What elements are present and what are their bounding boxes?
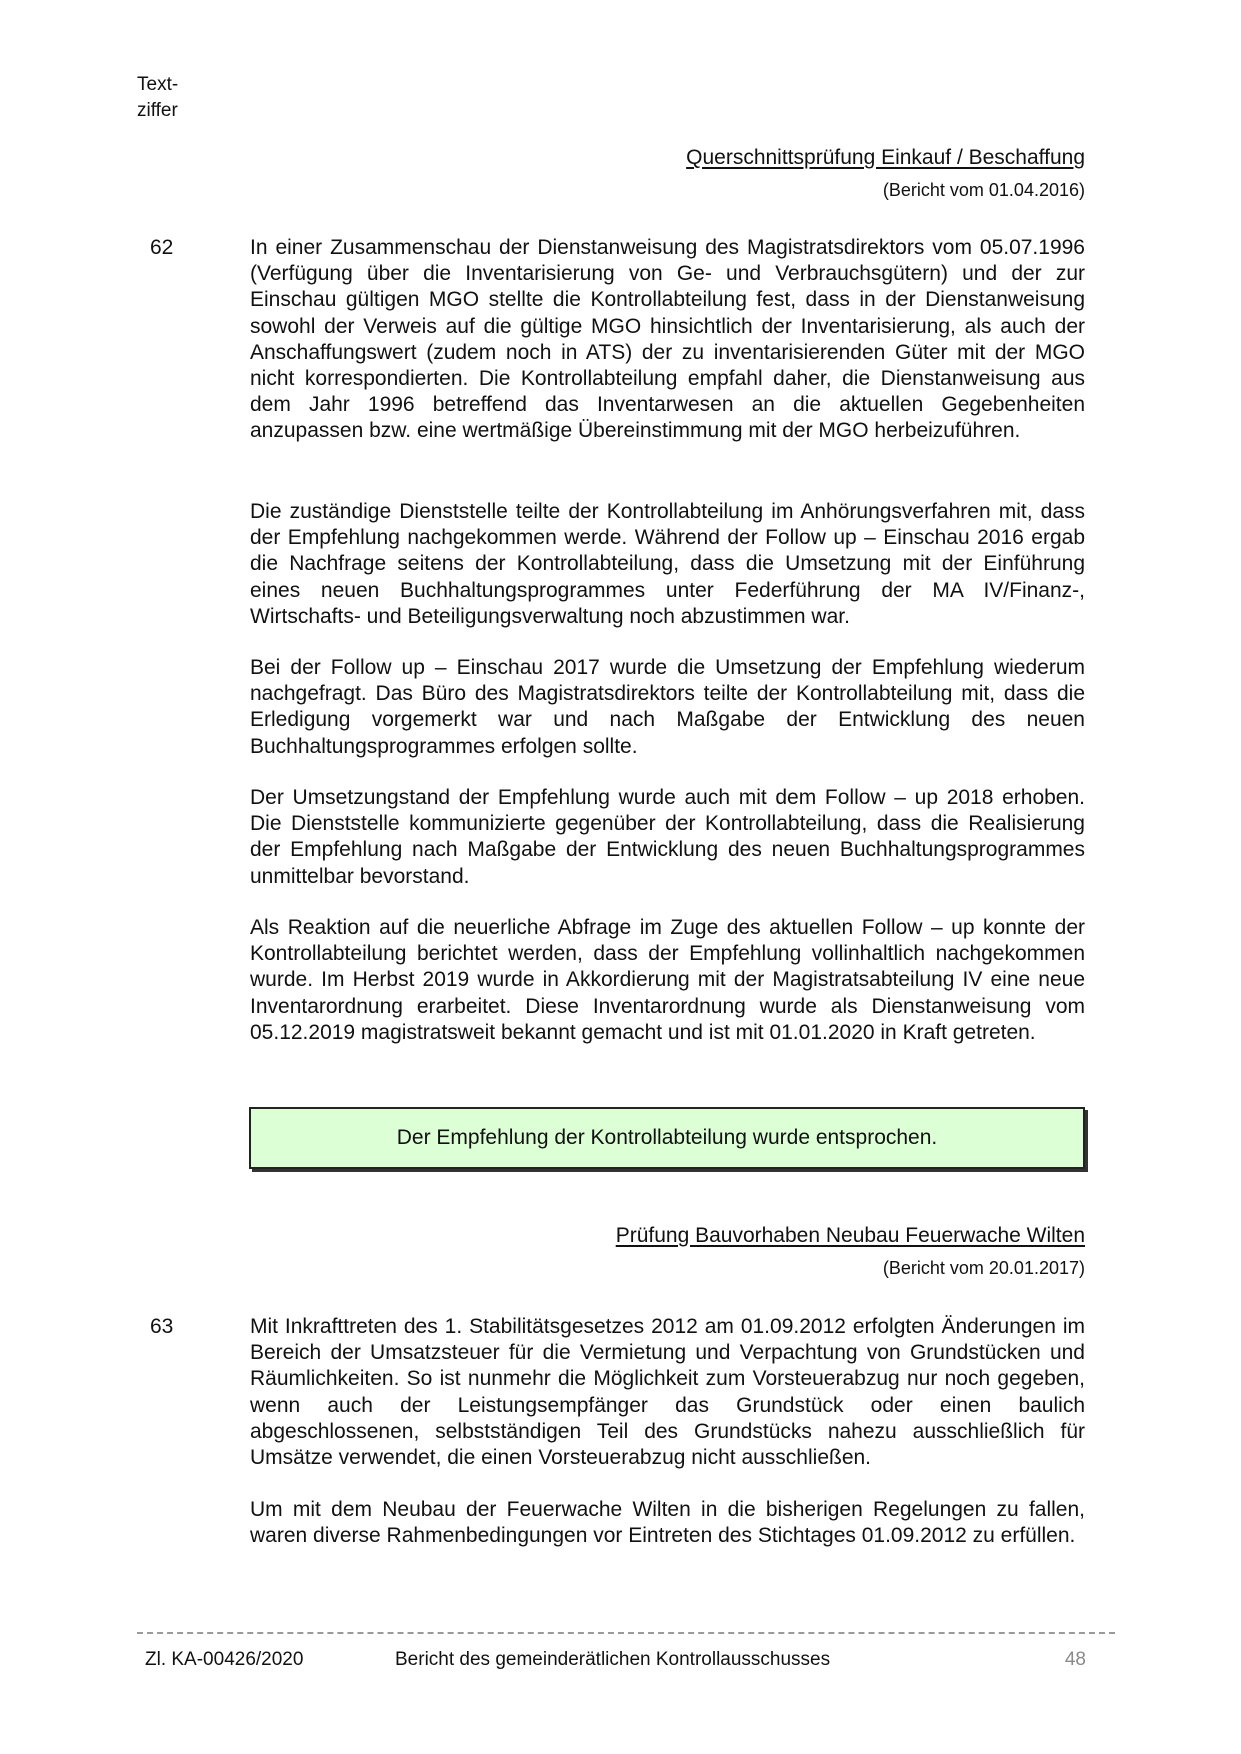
section-1-header xyxy=(686,146,1085,201)
section-1-date: (Bericht vom 01.04.2016) xyxy=(882,180,1085,200)
margin-label-line-1: Text- xyxy=(137,74,179,95)
section-1-paragraph-3: Bei der Follow up – Einschau 2017 wurde die Umsetzung der Empfehlung wiederum nachgefragt. Das Büro des Magistratsdirektors teilte der Kontrollabteilung mit, dass die Erledigung vorgemerkt war und nach Maßgabe der Entwicklung des neuen Buchhaltungsprogrammes erfolgen sollte. xyxy=(250,656,1085,758)
margin-label xyxy=(137,72,217,124)
section-2-header xyxy=(616,1224,1085,1279)
section-2-title: Prüfung Bauvorhaben Neubau Feuerwache Wilten xyxy=(615,1224,1085,1247)
footer-title: Bericht des gemeinderätlichen Kontrollausschusses xyxy=(395,1649,831,1670)
result-text: Der Empfehlung der Kontrollabteilung wurde entsprochen. xyxy=(396,1126,938,1149)
paragraph-number-62: 62 xyxy=(150,236,174,259)
section-1-title: Querschnittsprüfung Einkauf / Beschaffung xyxy=(686,146,1085,169)
section-1-paragraph-5: Als Reaktion auf die neuerliche Abfrage im Zuge des aktuellen Follow – up konnte der Kontrollabteilung berichtet werden, dass der Empfehlung vollinhaltlich nachgekommen wurde. Im Herbst 2019 wurde in Akkordierung mit der Magistratsabteilung IV eine neue Inventarordnung erarbeitet. Diese Inventarordnung wurde als Dienstanweisung vom 05.12.2019 magistratsweit bekannt gemacht und ist mit 01.01.2020 in Kraft getreten. xyxy=(250,916,1085,1044)
section-2-paragraph-1: Mit Inkrafttreten des 1. Stabilitätsgesetzes 2012 am 01.09.2012 erfolgten Änderungen im Bereich der Umsatzsteuer für die Vermietung und Verpachtung von Grundstücken und Räumlichkeiten. So ist nunmehr die Möglichkeit zum Vorsteuerabzug nur noch gegeben, wenn auch der Leistungsempfänger das Grundstück oder einen baulich abgeschlossenen, selbstständigen Teil des Grundstücks nahezu ausschließlich für Umsätze verwendet, die einen Vorsteuerabzug nicht ausschließen. xyxy=(250,1315,1085,1470)
footer-reference: Zl. KA-00426/2020 xyxy=(145,1649,304,1670)
margin-label-line-2: ziffer xyxy=(137,100,178,121)
footer-divider xyxy=(137,1632,1115,1634)
section-1-paragraph-4: Der Umsetzungstand der Empfehlung wurde auch mit dem Follow – up 2018 erhoben. Die Dienststelle kommunizierte gegenüber der Kontrollabteilung, dass die Realisierung der Empfehlung nach Maßgabe der Entwicklung des neuen Buchhaltungsprogrammes unmittelbar bevorstand. xyxy=(250,786,1085,888)
result-box xyxy=(249,1107,1085,1169)
section-1-paragraph-2: Die zuständige Dienststelle teilte der Kontrollabteilung im Anhörungsverfahren mit, dass der Empfehlung nachgekommen werde. Während der Follow up – Einschau 2016 ergab die Nachfrage seitens der Kontrollabteilung, dass die Umsetzung mit der Einführung eines neuen Buchhaltungsprogrammes unter Federführung der MA IV/Finanz-, Wirtschafts- und Beteiligungsverwaltung noch abzustimmen war. xyxy=(250,500,1085,628)
footer-page-number: 48 xyxy=(1064,1649,1086,1670)
section-1-paragraph-1: In einer Zusammenschau der Dienstanweisung des Magistratsdirektors vom 05.07.1996 (Verfügung über die Inventarisierung von Ge- und Verbrauchsgütern) und der zur Einschau gültigen MGO stellte die Kontrollabteilung fest, dass in der Dienstanweisung sowohl der Verweis auf die gültige MGO hinsichtlich der Inventarisierung, als auch der Anschaffungswert (zudem noch in ATS) der zu inventarisierenden Güter mit der MGO nicht korrespondierten. Die Kontrollabteilung empfahl daher, die Dienstanweisung aus dem Jahr 1996 betreffend das Inventarwesen an die aktuellen Gegebenheiten anzupassen bzw. eine wertmäßige Übereinstimmung mit der MGO herbeizuführen. xyxy=(250,236,1085,443)
section-2-date: (Bericht vom 20.01.2017) xyxy=(882,1258,1085,1278)
section-2-paragraph-2: Um mit dem Neubau der Feuerwache Wilten in die bisherigen Regelungen zu fallen, waren diverse Rahmenbedingungen vor Eintreten des Stichtages 01.09.2012 zu erfüllen. xyxy=(250,1498,1085,1548)
paragraph-number-63: 63 xyxy=(150,1315,174,1338)
